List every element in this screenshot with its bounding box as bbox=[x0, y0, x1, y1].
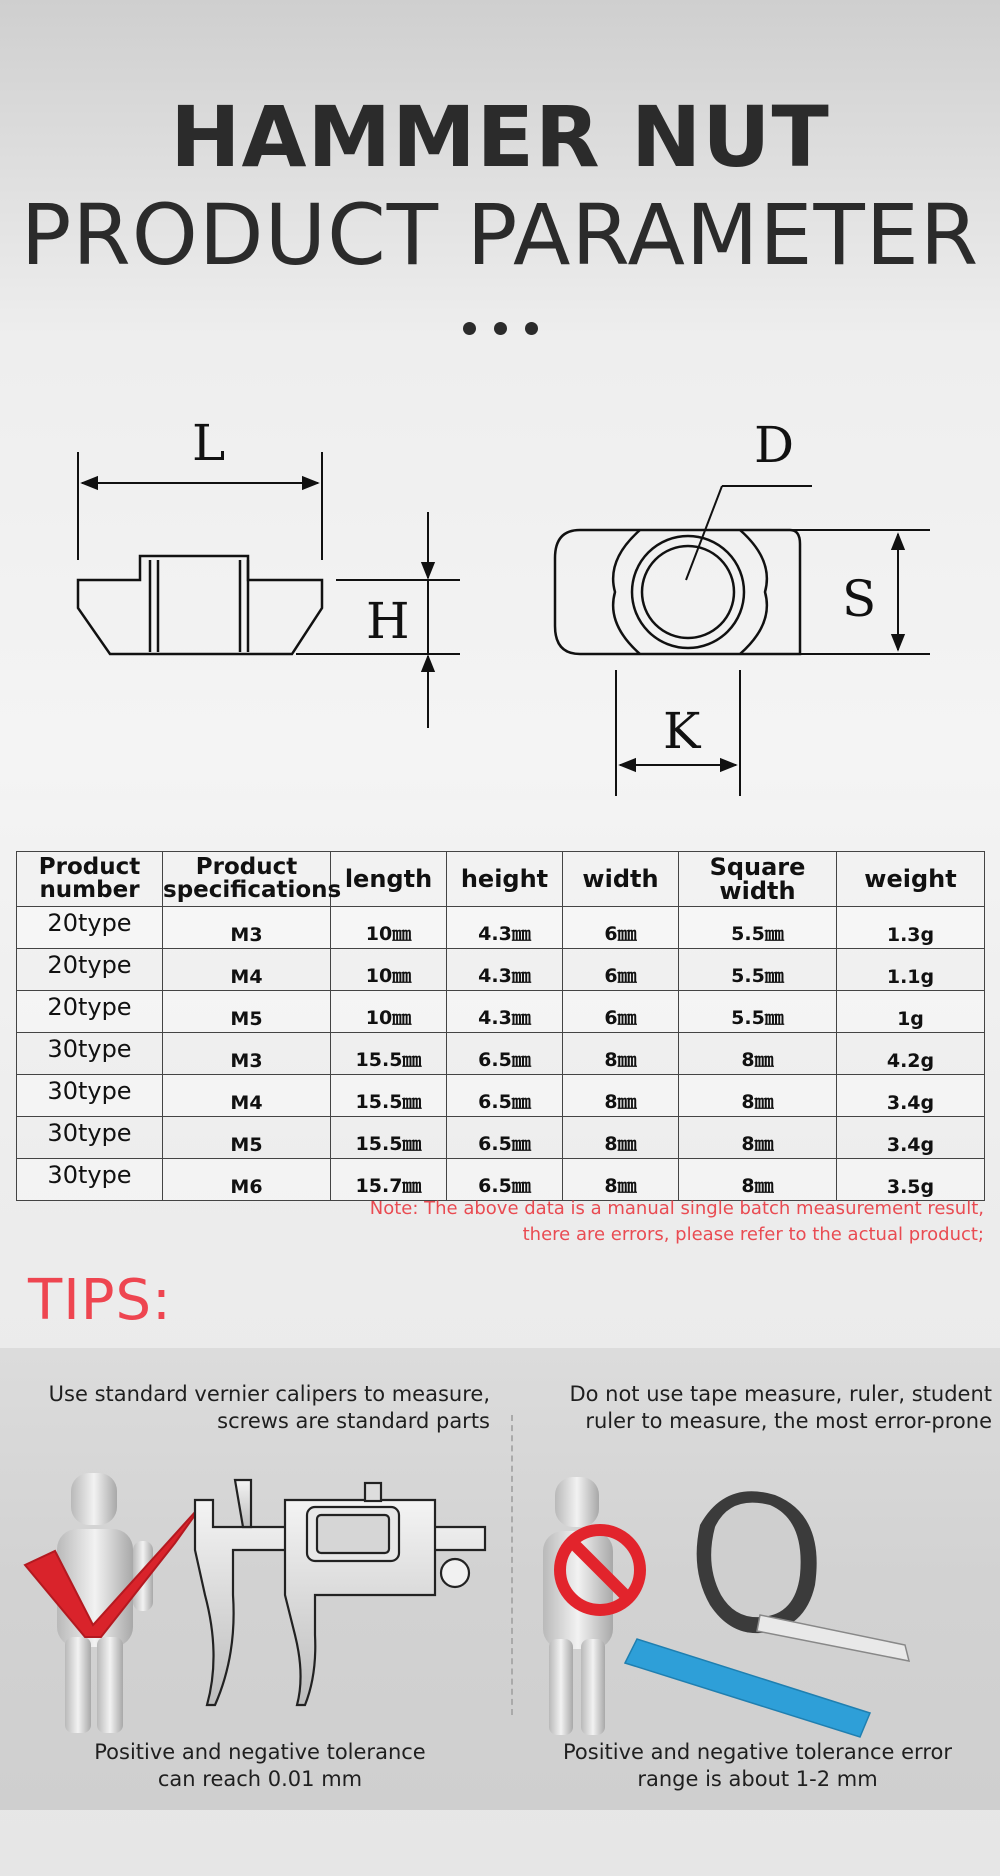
cell-weight: 4.2g bbox=[837, 1033, 985, 1075]
cell-weight: 3.4g bbox=[837, 1075, 985, 1117]
page-title-line1: HAMMER NUT bbox=[170, 88, 830, 186]
cell-weight: 3.4g bbox=[837, 1117, 985, 1159]
cell-height: 6.5㎜ bbox=[447, 1159, 563, 1201]
cell-width: 8㎜ bbox=[563, 1159, 679, 1201]
tip-line: Use standard vernier calipers to measure, bbox=[48, 1382, 490, 1406]
tip-line: Positive and negative tolerance error bbox=[563, 1740, 952, 1764]
caliper-illustration bbox=[15, 1455, 505, 1745]
nut-top-view bbox=[555, 486, 930, 796]
label-H: H bbox=[366, 592, 410, 650]
cell-product-number: 30type bbox=[17, 1117, 163, 1159]
cell-length: 10㎜ bbox=[331, 949, 447, 991]
label-D: D bbox=[754, 420, 795, 474]
note-line: Note: The above data is a manual single batch measurement result, bbox=[369, 1198, 984, 1219]
cell-spec: M3 bbox=[163, 907, 331, 949]
cell-product-number: 30type bbox=[17, 1075, 163, 1117]
tip-line: Positive and negative tolerance bbox=[94, 1740, 426, 1764]
cell-height: 6.5㎜ bbox=[447, 1075, 563, 1117]
cell-product-number: 20type bbox=[17, 907, 163, 949]
col-length: length bbox=[331, 852, 447, 907]
cell-spec: M6 bbox=[163, 1159, 331, 1201]
cell-length: 15.5㎜ bbox=[331, 1117, 447, 1159]
col-height: height bbox=[447, 852, 563, 907]
tip-line: Do not use tape measure, ruler, student bbox=[569, 1382, 992, 1406]
table-header-row bbox=[17, 852, 985, 907]
tape-measure-illustration bbox=[525, 1455, 995, 1745]
note-line: there are errors, please refer to the actual product; bbox=[522, 1224, 984, 1245]
cell-length: 15.7㎜ bbox=[331, 1159, 447, 1201]
tip-right-bottom bbox=[530, 1739, 985, 1793]
table-row bbox=[17, 1075, 985, 1117]
label-S: S bbox=[842, 570, 877, 628]
cell-length: 15.5㎜ bbox=[331, 1075, 447, 1117]
cell-square-width: 8㎜ bbox=[679, 1159, 837, 1201]
table-row bbox=[17, 907, 985, 949]
tip-line: can reach 0.01 mm bbox=[157, 1767, 363, 1791]
measurement-note bbox=[284, 1196, 984, 1248]
cell-square-width: 8㎜ bbox=[679, 1075, 837, 1117]
vernier-caliper bbox=[195, 1480, 485, 1705]
cell-spec: M5 bbox=[163, 1117, 331, 1159]
dot-icon bbox=[525, 322, 538, 335]
dot-icon bbox=[494, 322, 507, 335]
cell-weight: 1g bbox=[837, 991, 985, 1033]
cell-width: 6㎜ bbox=[563, 991, 679, 1033]
header-text: number bbox=[39, 877, 140, 903]
ellipsis-dots bbox=[0, 322, 1000, 335]
cell-height: 4.3㎜ bbox=[447, 991, 563, 1033]
header-text: specifications bbox=[163, 877, 342, 903]
cell-square-width: 5.5㎜ bbox=[679, 949, 837, 991]
cell-spec: M5 bbox=[163, 991, 331, 1033]
cell-square-width: 8㎜ bbox=[679, 1117, 837, 1159]
cell-width: 6㎜ bbox=[563, 949, 679, 991]
label-K: K bbox=[663, 702, 701, 760]
cell-product-number: 20type bbox=[17, 991, 163, 1033]
spec-table bbox=[16, 851, 985, 1201]
dot-icon bbox=[463, 322, 476, 335]
cell-product-number: 30type bbox=[17, 1159, 163, 1201]
cell-spec: M3 bbox=[163, 1033, 331, 1075]
dimension-diagram bbox=[0, 420, 1000, 820]
tip-line: range is about 1-2 mm bbox=[637, 1767, 878, 1791]
cell-width: 8㎜ bbox=[563, 1117, 679, 1159]
header-text: Product bbox=[38, 854, 141, 880]
col-width: width bbox=[563, 852, 679, 907]
tips-heading: TIPS: bbox=[28, 1268, 172, 1333]
tip-right-top bbox=[520, 1381, 992, 1435]
tape-measure bbox=[697, 1491, 909, 1661]
tip-line: screws are standard parts bbox=[217, 1409, 490, 1433]
cell-product-number: 30type bbox=[17, 1033, 163, 1075]
cell-square-width: 8㎜ bbox=[679, 1033, 837, 1075]
ruler-illustration bbox=[625, 1639, 870, 1737]
cell-height: 6.5㎜ bbox=[447, 1117, 563, 1159]
table-row bbox=[17, 949, 985, 991]
table-row bbox=[17, 991, 985, 1033]
cell-product-number: 20type bbox=[17, 949, 163, 991]
col-product-number bbox=[17, 852, 163, 907]
tips-divider bbox=[511, 1415, 513, 1715]
cell-length: 10㎜ bbox=[331, 991, 447, 1033]
table-row bbox=[17, 1117, 985, 1159]
cell-square-width: 5.5㎜ bbox=[679, 907, 837, 949]
tip-line: ruler to measure, the most error-prone bbox=[585, 1409, 992, 1433]
cell-height: 4.3㎜ bbox=[447, 949, 563, 991]
col-weight: weight bbox=[837, 852, 985, 907]
cell-spec: M4 bbox=[163, 949, 331, 991]
cell-weight: 1.3g bbox=[837, 907, 985, 949]
label-L: L bbox=[192, 420, 226, 472]
cell-height: 6.5㎜ bbox=[447, 1033, 563, 1075]
header-text: Product bbox=[195, 854, 298, 880]
cell-weight: 3.5g bbox=[837, 1159, 985, 1201]
cell-width: 8㎜ bbox=[563, 1075, 679, 1117]
cell-height: 4.3㎜ bbox=[447, 907, 563, 949]
cell-square-width: 5.5㎜ bbox=[679, 991, 837, 1033]
cell-width: 8㎜ bbox=[563, 1033, 679, 1075]
table-row bbox=[17, 1033, 985, 1075]
page-title-line2: PRODUCT PARAMETER bbox=[20, 186, 980, 284]
table-row bbox=[17, 1159, 985, 1201]
tip-left-bottom bbox=[60, 1739, 460, 1793]
cell-length: 15.5㎜ bbox=[331, 1033, 447, 1075]
cell-length: 10㎜ bbox=[331, 907, 447, 949]
nut-side-view bbox=[78, 452, 460, 728]
tip-left-top bbox=[20, 1381, 490, 1435]
cell-weight: 1.1g bbox=[837, 949, 985, 991]
col-product-specifications bbox=[163, 852, 342, 907]
cell-spec: M4 bbox=[163, 1075, 331, 1117]
col-square-width: Square width bbox=[679, 852, 837, 907]
cell-width: 6㎜ bbox=[563, 907, 679, 949]
